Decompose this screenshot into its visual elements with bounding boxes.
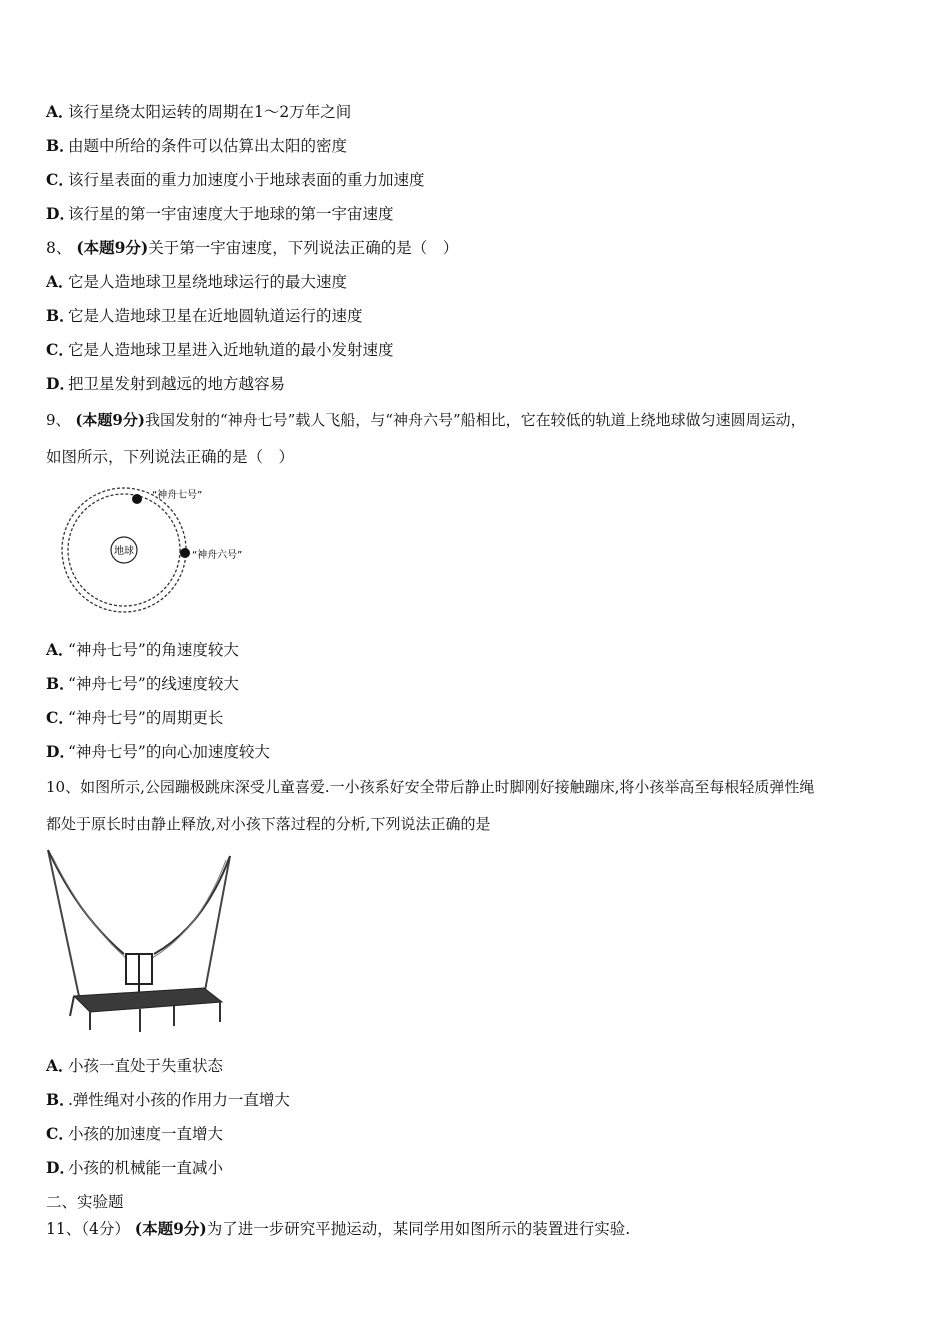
option-text: 小孩一直处于失重状态	[68, 1057, 224, 1075]
question-number: 9、	[46, 411, 71, 429]
q9-option-b	[46, 674, 239, 694]
option-text: 该行星绕太阳运转的周期在1～2万年之间	[68, 103, 352, 121]
q8-option-a	[46, 272, 347, 292]
q9-option-a	[46, 640, 239, 660]
option-letter: C．	[46, 1124, 74, 1143]
q7-option-c	[46, 170, 425, 190]
option-text: 它是人造地球卫星进入近地轨道的最小发射速度	[68, 341, 394, 359]
q11-stem	[46, 1219, 630, 1239]
question-stem: 关于第一宇宙速度，下列说法正确的是（ ）	[148, 239, 459, 257]
q7-option-b	[46, 136, 347, 156]
trampoline-bed	[74, 988, 222, 1012]
q10-stem-line1: 10、如图所示,公园蹦极跳床深受儿童喜爱.一小孩系好安全带后静止时脚刚好接触蹦床,将小孩举高至每根轻质弹性绳	[46, 778, 815, 796]
option-letter: B．	[46, 1090, 75, 1109]
earth-label: 地球	[114, 546, 134, 557]
option-letter: C．	[46, 170, 74, 189]
right-elastic-cord	[154, 856, 230, 954]
score-note: (本题9分)	[134, 1219, 207, 1238]
q10-stem-line2: 都处于原长时由静止释放,对小孩下落过程的分析,下列说法正确的是	[46, 815, 491, 833]
option-text: .弹性绳对小孩的作用力一直增大	[68, 1091, 290, 1109]
left-pole	[48, 850, 80, 1001]
question-stem: 为了进一步研究平抛运动，某同学用如图所示的装置进行实验.	[206, 1220, 631, 1238]
q10-option-a	[46, 1056, 223, 1076]
leg-5	[70, 996, 74, 1016]
q9-option-c	[46, 708, 223, 728]
option-text: “神舟七号”的角速度较大	[68, 641, 239, 659]
left-elastic-cord-2	[52, 856, 126, 958]
section-title: 二、实验题	[46, 1193, 124, 1211]
right-elastic-cord-2	[152, 860, 226, 958]
shenzhou6-dot	[180, 548, 190, 558]
q10-option-d	[46, 1158, 223, 1178]
q9-stem-line1	[46, 410, 806, 430]
option-letter: A．	[46, 640, 74, 659]
option-letter: D．	[46, 1158, 75, 1177]
option-letter: C．	[46, 340, 74, 359]
option-text: “神舟七号”的周期更长	[68, 709, 224, 727]
option-letter: B．	[46, 136, 75, 155]
option-letter: A．	[46, 272, 74, 291]
trampoline-figure	[44, 846, 236, 1036]
question-stem: 我国发射的“神舟七号”载人飞船，与“神舟六号”船相比，它在较低的轨道上绕地球做匀速圆周运动，	[144, 411, 806, 429]
q7-option-a	[46, 102, 351, 122]
option-letter: B．	[46, 306, 75, 325]
option-letter: D．	[46, 374, 75, 393]
question-number: 11、	[46, 1220, 82, 1238]
option-letter: B．	[46, 674, 75, 693]
shenzhou7-dot	[132, 494, 142, 504]
orbit-figure	[52, 482, 262, 617]
option-text: “神舟七号”的线速度较大	[68, 675, 239, 693]
option-text: 小孩的机械能一直减小	[68, 1159, 224, 1177]
option-text: 它是人造地球卫星绕地球运行的最大速度	[68, 273, 348, 291]
q9-stem-line2: 如图所示，下列说法正确的是（ ）	[46, 448, 295, 466]
option-letter: C．	[46, 708, 74, 727]
option-text: 它是人造地球卫星在近地圆轨道运行的速度	[68, 307, 363, 325]
question-number: 8、	[46, 239, 72, 257]
option-text: 该行星表面的重力加速度小于地球表面的重力加速度	[68, 171, 425, 189]
option-text: 由题中所给的条件可以估算出太阳的密度	[68, 137, 348, 155]
score-note: (本题9分)	[76, 238, 149, 257]
q8-option-b	[46, 306, 363, 326]
option-letter: A．	[46, 1056, 74, 1075]
right-pole	[204, 856, 230, 996]
option-text: 该行星的第一宇宙速度大于地球的第一宇宙速度	[68, 205, 394, 223]
q8-option-c	[46, 340, 394, 360]
q7-option-d	[46, 204, 394, 224]
q9-option-d	[46, 742, 270, 762]
q10-option-c	[46, 1124, 223, 1144]
option-text: 把卫星发射到越远的地方越容易	[68, 375, 286, 393]
score-note: (本题9分)	[75, 411, 145, 429]
points-note: （4分）	[81, 1220, 130, 1238]
q8-option-d	[46, 374, 285, 394]
option-text: 小孩的加速度一直增大	[68, 1125, 224, 1143]
q8-stem	[46, 238, 458, 258]
option-letter: A．	[46, 102, 74, 121]
option-letter: D．	[46, 742, 75, 761]
option-text: “神舟七号”的向心加速度较大	[68, 743, 270, 761]
option-letter: D．	[46, 204, 75, 223]
q10-option-b	[46, 1090, 290, 1110]
shenzhou6-label: “神舟六号”	[192, 550, 243, 561]
shenzhou7-label: “神舟七号”	[152, 490, 203, 501]
